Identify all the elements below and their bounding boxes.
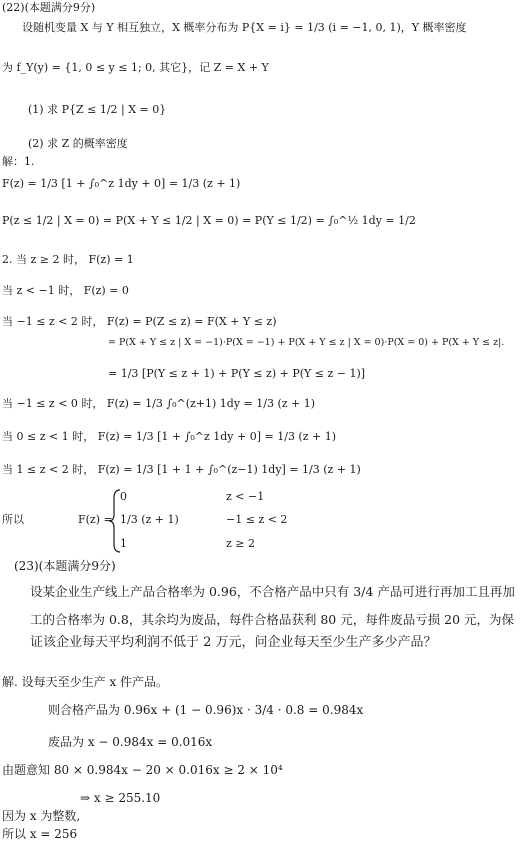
q22-case-value-1: 0	[120, 490, 127, 503]
q22-sol-line-7: = 1/3 [P(Y ≤ z + 1) + P(Y ≤ z) + P(Y ≤ z − 1)]	[108, 367, 366, 380]
q22-sol-line-4: 当 z < −1 时， F(z) = 0	[2, 284, 129, 297]
q22-density: 为 f_Y(y) = {1, 0 ≤ y ≤ 1; 0, 其它}，记 Z = X + Y	[2, 61, 269, 74]
q23-text-line-1: 设某企业生产线上产品合格率为 0.96，不合格产品中只有 3/4 产品可进行再加工且再加	[30, 584, 515, 599]
q22-sol-line-2: P(z ≤ 1/2 | X = 0) = P(X + Y ≤ 1/2 | X = 0) = P(Y ≤ 1/2) = ∫₀^½ 1dy = 1/2	[2, 214, 416, 227]
q22-case-value-3: 1	[120, 537, 127, 550]
q22-part2: (2) 求 Z 的概率密度	[28, 137, 128, 150]
q23-sol-line-4: 由题意知 80 × 0.984x − 20 × 0.016x ≥ 2 × 10⁴	[2, 763, 283, 777]
q22-sol-line-1: F(z) = 1/3 [1 + ∫₀^z 1dy + 0] = 1/3 (z + 1)	[2, 177, 241, 190]
q22-sol-line-6: = P(X + Y ≤ z | X = −1)·P(X = −1) + P(X + Y ≤ z | X = 0)·P(X = 0) + P(X + Y ≤ z|.	[108, 337, 505, 348]
q22-part1: (1) 求 P{Z ≤ 1/2 | X = 0}	[28, 103, 167, 116]
q23-sol-line-5: ⇒ x ≥ 255.10	[80, 791, 161, 805]
q23-sol-line-1: 解. 设每天至少生产 x 件产品。	[2, 675, 169, 689]
q22-sol-line-5: 当 −1 ≤ z < 2 时， F(z) = P(Z ≤ z) = F(X + Y ≤ z)	[2, 315, 277, 328]
q22-header: (22)(本题满分9分)	[2, 1, 96, 14]
q22-case-cond-1: z < −1	[226, 490, 265, 503]
q22-final-label: 所以	[2, 513, 24, 526]
q23-text-line-2: 工的合格率为 0.8，其余均为废品，每件合格品获利 80 元，每件废品亏损 20 元，为保	[30, 612, 515, 627]
q22-case-cond-3: z ≥ 2	[226, 537, 256, 550]
q22-sol-line-8: 当 −1 ≤ z < 0 时， F(z) = 1/3 ∫₀^(z+1) 1dy = 1/3 (z + 1)	[2, 397, 316, 410]
q22-intro: 设随机变量 X 与 Y 相互独立，X 概率分布为 P{X = i} = 1/3 (i = −1, 0, 1)，Y 概率密度	[22, 21, 467, 34]
q22-sol-line-3: 2. 当 z ≥ 2 时， F(z) = 1	[2, 253, 134, 266]
q22-sol-line-10: 当 1 ≤ z < 2 时， F(z) = 1/3 [1 + 1 + ∫₀^(z−1) 1dy] = 1/3 (z + 1)	[2, 463, 361, 476]
q23-header: (23)(本题满分9分)	[14, 559, 116, 573]
q23-sol-line-2: 则合格产品为 0.96x + (1 − 0.96)x · 3/4 · 0.8 = 0.984x	[48, 703, 364, 717]
q23-sol-line-6: 因为 x 为整数,	[2, 809, 81, 823]
q22-final-lhs: F(z) =	[78, 513, 113, 526]
q22-case-cond-2: −1 ≤ z < 2	[226, 513, 288, 526]
q22-solution-label: 解：1.	[2, 155, 35, 168]
q22-sol-line-9: 当 0 ≤ z < 1 时， F(z) = 1/3 [1 + ∫₀^z 1dy + 0] = 1/3 (z + 1)	[2, 430, 337, 443]
q22-case-value-2: 1/3 (z + 1)	[120, 513, 179, 526]
q23-sol-line-3: 废品为 x − 0.984x = 0.016x	[48, 735, 213, 749]
q23-text-line-3: 证该企业每天平均利润不低于 2 万元，问企业每天至少生产多少产品？	[30, 635, 437, 650]
q23-sol-line-7: 所以 x = 256	[2, 827, 78, 841]
